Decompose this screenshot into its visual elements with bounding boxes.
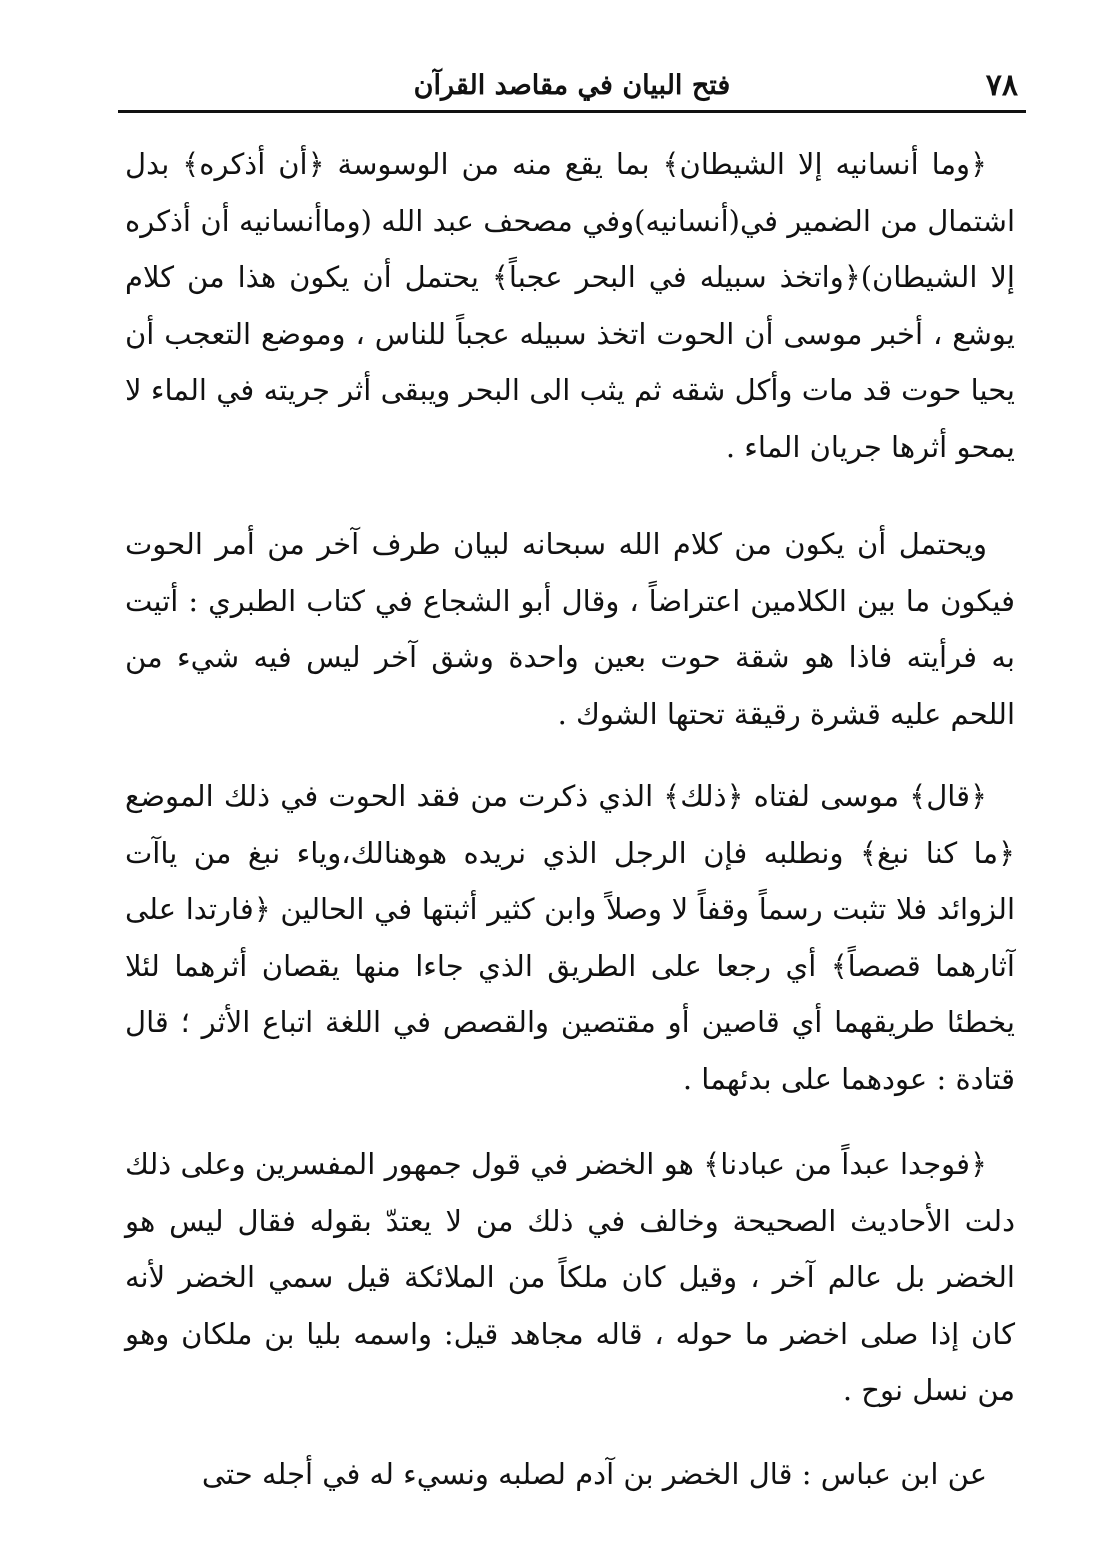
running-title: فتح البيان في مقاصد القرآن [413, 70, 731, 101]
paragraph: ﴿قال﴾ موسى لفتاه ﴿ذلك﴾ الذي ذكرت من فقد الحوت في ذلك الموضع ﴿ما كنا نبغ﴾ ونطلبه فإن الرجل الذي نريده هوهنالك،وياء نبغ من ياآت الزوائد فلا تثبت رسماً وقفاً لا وصلاً وابن كثير أثبتها في الحالين ﴿فارتدا على آثارهما قصصاً﴾ أي رجعا على الطريق الذي جاءا منها يقصان أثرهما لئلا يخطئا طريقهما أي قاصين أو مقتصين والقصص في اللغة اتباع الأثر ؛ قال قتادة : عودهما على بدئهما . [125, 779, 1015, 1096]
header-rule [118, 110, 1026, 113]
paragraph: ﴿فوجدا عبداً من عبادنا﴾ هو الخضر في قول جمهور المفسرين وعلى ذلك دلت الأحاديث الصحيحة وخالف في ذلك من لا يعتدّ بقوله فقال ليس هو الخضر بل عالم آخر ، وقيل كان ملكاً من الملائكة قيل سمي الخضر لأنه كان إذا صلى اخضر ما حوله ، قاله مجاهد قيل: واسمه بليا بن ملكان وهو من نسل نوح . [125, 1147, 1015, 1408]
paragraph: ويحتمل أن يكون من كلام الله سبحانه لبيان طرف آخر من أمر الحوت فيكون ما بين الكلامين اعتراضاً ، وقال أبو الشجاع في كتاب الطبري : أتيت به فرأيته فاذا هو شقة حوت بعين واحدة وشق آخر ليس فيه شيء من اللحم عليه قشرة رقيقة تحتها الشوك . [125, 527, 1015, 731]
paragraph: عن ابن عباس : قال الخضر بن آدم لصلبه ونسيء له في أجله حتى [201, 1457, 987, 1491]
page-header [118, 66, 1026, 108]
paragraph: ﴿وما أنسانيه إلا الشيطان﴾ بما يقع منه من الوسوسة ﴿أن أذكره﴾ بدل اشتمال من الضمير في(أنسانيه)وفي مصحف عبد الله (وماأنسانيه أن أذكره إلا الشيطان)﴿واتخذ سبيله في البحر عجباً﴾ يحتمل أن يكون هذا من كلام يوشع ، أخبر موسى أن الحوت اتخذ سبيله عجباً للناس ، وموضع التعجب أن يحيا حوت قد مات وأكل شقه ثم يثب الى البحر ويبقى أثر جريته في الماء لا يمحو أثرها جريان الماء . [125, 147, 1015, 464]
page-number: ٧٨ [985, 68, 1018, 103]
